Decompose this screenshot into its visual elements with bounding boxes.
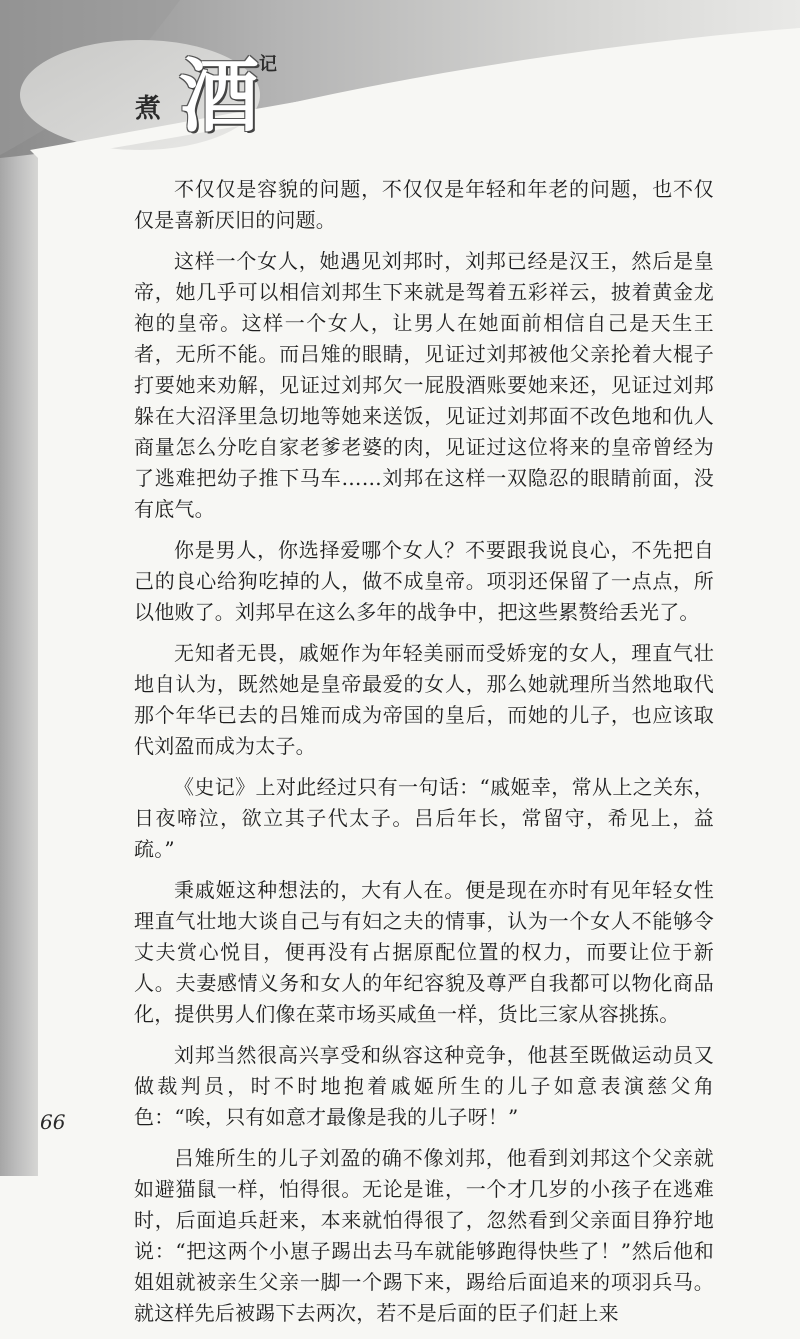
- body-text: [134, 174, 714, 1339]
- paragraph: 无知者无畏，戚姬作为年轻美丽而受娇宠的女人，理直气壮地自认为，既然她是皇帝最爱的女人，那么她就理所当然地取代那个年华已去的吕雉而成为帝国的皇后，而她的儿子，也应该取代刘盈而成为太子。: [134, 641, 714, 758]
- paragraph: 不仅仅是容貌的问题，不仅仅是年轻和年老的问题，也不仅仅是喜新厌旧的问题。: [134, 177, 714, 232]
- section-logo: [135, 40, 305, 143]
- logo-main-box: [177, 40, 259, 143]
- paragraph: 《史记》上对此经过只有一句话：“戚姬幸，常从上之关东，日夜啼泣，欲立其子代太子。吕后年长，常留守，希见上，益疏。”: [134, 775, 714, 861]
- logo-char-zhu: 煮: [135, 94, 162, 124]
- page-edge-shadow: [0, 0, 38, 1176]
- logo-char-jiu: 酒: [179, 49, 259, 143]
- page-number: 66: [40, 1110, 66, 1134]
- paragraph: 你是男人，你选择爱哪个女人？不要跟我说良心，不先把自己的良心给狗吃掉的人，做不成皇帝。项羽还保留了一点点，所以他败了。刘邦早在这么多年的战争中，把这些累赘给丢光了。: [134, 538, 714, 624]
- paragraph: 秉戚姬这种想法的，大有人在。便是现在亦时有见年轻女性理直气壮地大谈自己与有妇之夫的情事，认为一个女人不能够令丈夫赏心悦目，便再没有占据原配位置的权力，而要让位于新人。夫妻感情义务和女人的年纪容貌及尊严自我都可以物化商品化，提供男人们像在菜市场买咸鱼一样，货比三家从容挑拣。: [134, 878, 714, 1026]
- paragraph: 吕雉所生的儿子刘盈的确不像刘邦，他看到刘邦这个父亲就如避猫鼠一样，怕得很。无论是谁，一个才几岁的小孩子在逃难时，后面追兵赶来，本来就怕得很了，忽然看到父亲面目狰狞地说：“把这两个小崽子踢出去马车就能够跑得快些了！”然后他和姐姐就被亲生父亲一脚一个踢下来，踢给后面追来的项羽兵马。就这样先后被踢下去两次，若不是后面的臣子们赶上来: [134, 1146, 714, 1325]
- paragraph: 刘邦当然很高兴享受和纵容这种竞争，他甚至既做运动员又做裁判员，时不时地抱着戚姬所生的儿子如意表演慈父角色：“唉，只有如意才最像是我的儿子呀！”: [134, 1043, 714, 1129]
- paragraph: 这样一个女人，她遇见刘邦时，刘邦已经是汉王，然后是皇帝，她几乎可以相信刘邦生下来就是驾着五彩祥云，披着黄金龙袍的皇帝。这样一个女人，让男人在她面前相信自己是天生王者，无所不能。而吕雉的眼睛，见证过刘邦被他父亲抡着大棍子打要她来劝解，见证过刘邦欠一屁股酒账要她来还，见证过刘邦躲在大沼泽里急切地等她来送饭，见证过刘邦面不改色地和仇人商量怎么分吃自家老爹老婆的肉，见证过这位将来的皇帝曾经为了逃难把幼子推下马车……刘邦在这样一双隐忍的眼睛前面，没有底气。: [134, 249, 714, 521]
- header-decoration: [0, 0, 800, 170]
- logo-char-ji: 记: [259, 54, 277, 75]
